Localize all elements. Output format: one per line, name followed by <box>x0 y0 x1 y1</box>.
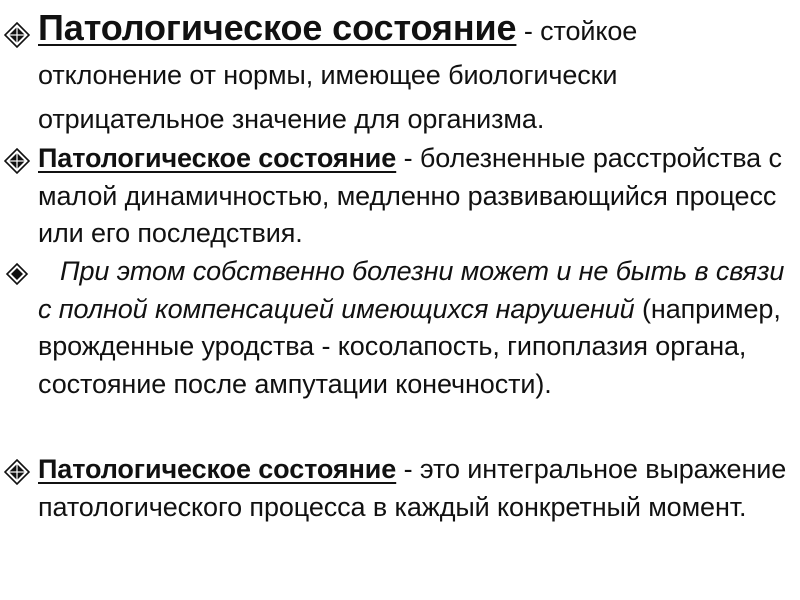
term-heading: Патологическое состояние <box>38 454 397 484</box>
example-text: (например, врожденные уродства - косолапость, гипоплазия органа, состояние после ампутации конечности). <box>38 293 781 399</box>
term-heading: Патологическое состояние <box>38 143 397 173</box>
diamond-bullet-icon <box>4 148 30 174</box>
bullet-text <box>38 451 788 526</box>
bullet-text <box>38 253 788 403</box>
definition-text: - болезненные расстройства с малой динамичностью, медленно развивающийся процесс или его последствия. <box>38 143 782 248</box>
definition-text: - это интегральное выражение патологического процесса в каждый конкретный момент. <box>38 454 787 522</box>
diamond-bullet-icon <box>4 261 30 287</box>
diamond-bullet-icon <box>4 22 30 48</box>
bullet-text <box>38 6 788 141</box>
bullet-text <box>38 140 788 253</box>
term-heading: Патологическое состояние <box>38 7 517 48</box>
diamond-bullet-icon <box>4 459 30 485</box>
definition-text: - стойкое отклонение от нормы, имеющее биологически отрицательное значение для организма. <box>38 16 638 134</box>
italic-note: При этом собственно болезни может и не быть в связи с полной компенсацией имеющихся нарушений <box>38 256 785 324</box>
